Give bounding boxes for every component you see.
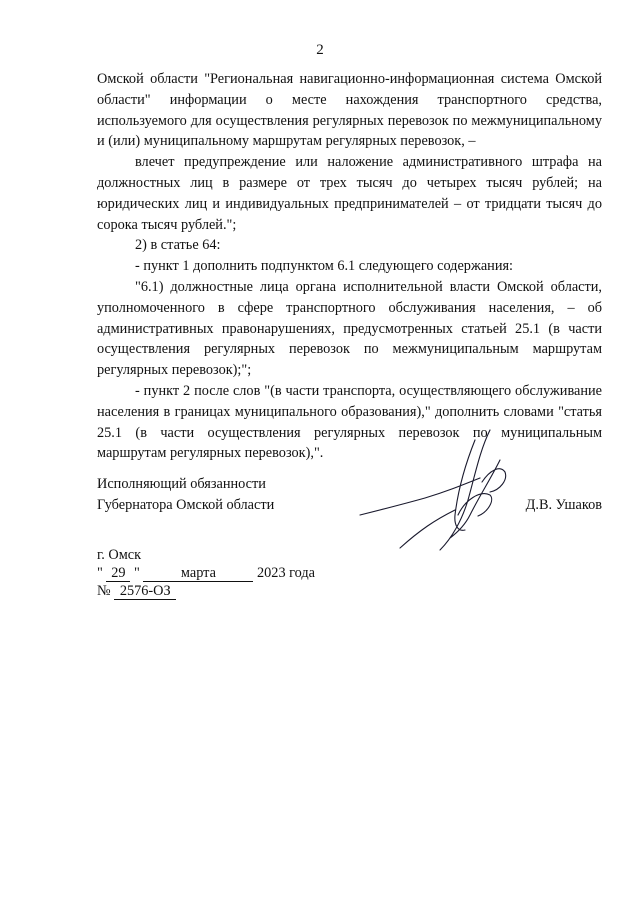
page-number: 2 (316, 42, 324, 58)
date-day: 29 (106, 565, 130, 582)
document-number-row (97, 581, 176, 602)
date-month: марта (143, 565, 253, 582)
signatory-position-line2: Губернатора Омской области (97, 496, 275, 513)
date-open-quote: " (97, 565, 103, 581)
signatory-position-line1: Исполняющий обязанности (97, 476, 266, 492)
document-body (97, 69, 602, 464)
number-sign: № (97, 583, 111, 599)
paragraph-5: "6.1) должностные лица органа исполнительной власти Омской области, уполномоченного в сфере транспортного обслуживания населения, – об административных правонарушениях, предусмотренных статьей 25.1 (в части осуществления регулярных перевозок по межмуниципальным маршрутам регулярных перевозок);"; (97, 278, 602, 379)
document-city: г. Омск (97, 547, 142, 563)
date-close-quote: " (134, 565, 140, 581)
paragraph-4: - пункт 1 дополнить подпунктом 6.1 следующего содержания: (135, 258, 514, 275)
document-number: 2576-ОЗ (114, 583, 176, 600)
paragraph-6: - пункт 2 после слов "(в части транспорта, осуществляющего обслуживание населения в границах муниципального образования)," дополнить словами "статья 25.1 (в части осуществления регулярных перевозок по муниципальным маршрутам регулярных перевозок),". (97, 382, 602, 462)
paragraph-3: 2) в статье 64: (135, 237, 221, 254)
paragraph-2: влечет предупреждение или наложение административного штрафа на должностных лиц в размере от трех тысяч до четырех тысяч рублей; на юридических лиц и индивидуальных предпринимателей – от тридцати тысяч до сорока тысяч рублей."; (97, 154, 602, 233)
date-year: 2023 года (257, 565, 316, 581)
handwritten-signature (340, 420, 520, 560)
paragraph-1: Омской области "Региональная навигационно-информационная система Омской области" информации о месте нахождения транспортного средства, используемого для осуществления регулярных перевозок по межмуниципальному и (или) муниципальному маршрутам регулярных перевозок, – (97, 71, 602, 150)
signatory-position (97, 474, 274, 516)
signatory-name: Д.В. Ушаков (525, 497, 602, 513)
